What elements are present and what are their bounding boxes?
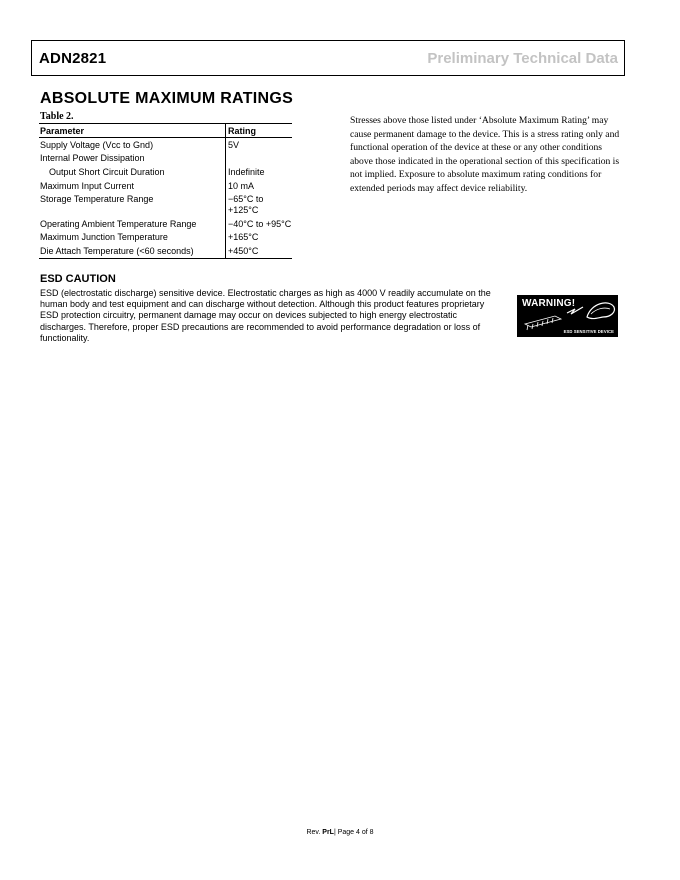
revision-value: PrL xyxy=(322,829,334,836)
document-status: Preliminary Technical Data xyxy=(427,50,618,67)
parameter-cell: Storage Temperature Range xyxy=(40,194,154,205)
badge-caption: ESD SENSITIVE DEVICE xyxy=(563,329,614,334)
column-header-rating: Rating xyxy=(226,124,293,138)
rating-cell: 5V xyxy=(226,138,293,152)
part-number: ADN2821 xyxy=(39,50,107,67)
section-title: ABSOLUTE MAXIMUM RATINGS xyxy=(40,90,294,107)
column-header-parameter: Parameter xyxy=(39,124,226,138)
table-row xyxy=(39,244,292,258)
parameter-cell: Operating Ambient Temperature Range xyxy=(40,218,197,229)
page-header xyxy=(31,40,625,76)
parameter-cell: Output Short Circuit Duration xyxy=(49,166,165,177)
stress-note: Stresses above those listed under ‘Absolute Maximum Rating’ may cause permanent damage to the device. This is a stress rating only and functional operation of the device at these or any other conditions above those indicated in the operational section of this specification is not implied. Exposure to absolute maximum rating conditions for extended periods may affect device reliability. xyxy=(350,115,620,194)
rating-cell: 10 mA xyxy=(226,179,293,193)
table-caption: Table 2. xyxy=(40,111,74,122)
rating-cell: Indefinite xyxy=(226,165,293,179)
parameter-cell: Maximum Junction Temperature xyxy=(40,232,168,243)
table-row xyxy=(39,193,292,217)
esd-caution-text: ESD (electrostatic discharge) sensitive device. Electrostatic charges as high as 4000 V readily accumulate on the human body and test equipment and can discharge without detection. Although this product features proprietary ESD protection circuitry, permanent damage may occur on devices subjected to high energy electrostatic discharges. Therefore, proper ESD precautions are recommended to avoid performance degradation or loss of functionality. xyxy=(40,288,491,343)
rating-cell: −40°C to +95°C xyxy=(226,217,293,231)
revision-label: Rev. xyxy=(306,829,321,836)
table-row xyxy=(39,217,292,231)
table-header-row xyxy=(39,124,292,138)
table-row xyxy=(39,179,292,193)
rating-cell: −65°C to +125°C xyxy=(226,193,293,217)
badge-warning-text: WARNING! xyxy=(522,298,576,309)
esd-warning-badge xyxy=(517,295,618,337)
table-row xyxy=(39,152,292,166)
parameter-cell: Supply Voltage (Vcc to Gnd) xyxy=(40,139,154,150)
parameter-cell: Die Attach Temperature (<60 seconds) xyxy=(39,244,226,258)
table-row xyxy=(39,138,292,152)
page-footer xyxy=(0,829,680,836)
parameter-cell: Internal Power Dissipation xyxy=(40,153,145,164)
rating-cell xyxy=(226,152,293,166)
parameter-cell: Maximum Input Current xyxy=(40,180,135,191)
rating-cell: +165°C xyxy=(226,231,293,245)
rating-cell: +450°C xyxy=(226,244,293,258)
page-number: | Page 4 of 8 xyxy=(333,829,374,836)
absolute-max-ratings-table xyxy=(39,123,292,259)
esd-caution-title: ESD CAUTION xyxy=(40,273,116,285)
table-row xyxy=(39,165,292,179)
table-row xyxy=(39,231,292,245)
